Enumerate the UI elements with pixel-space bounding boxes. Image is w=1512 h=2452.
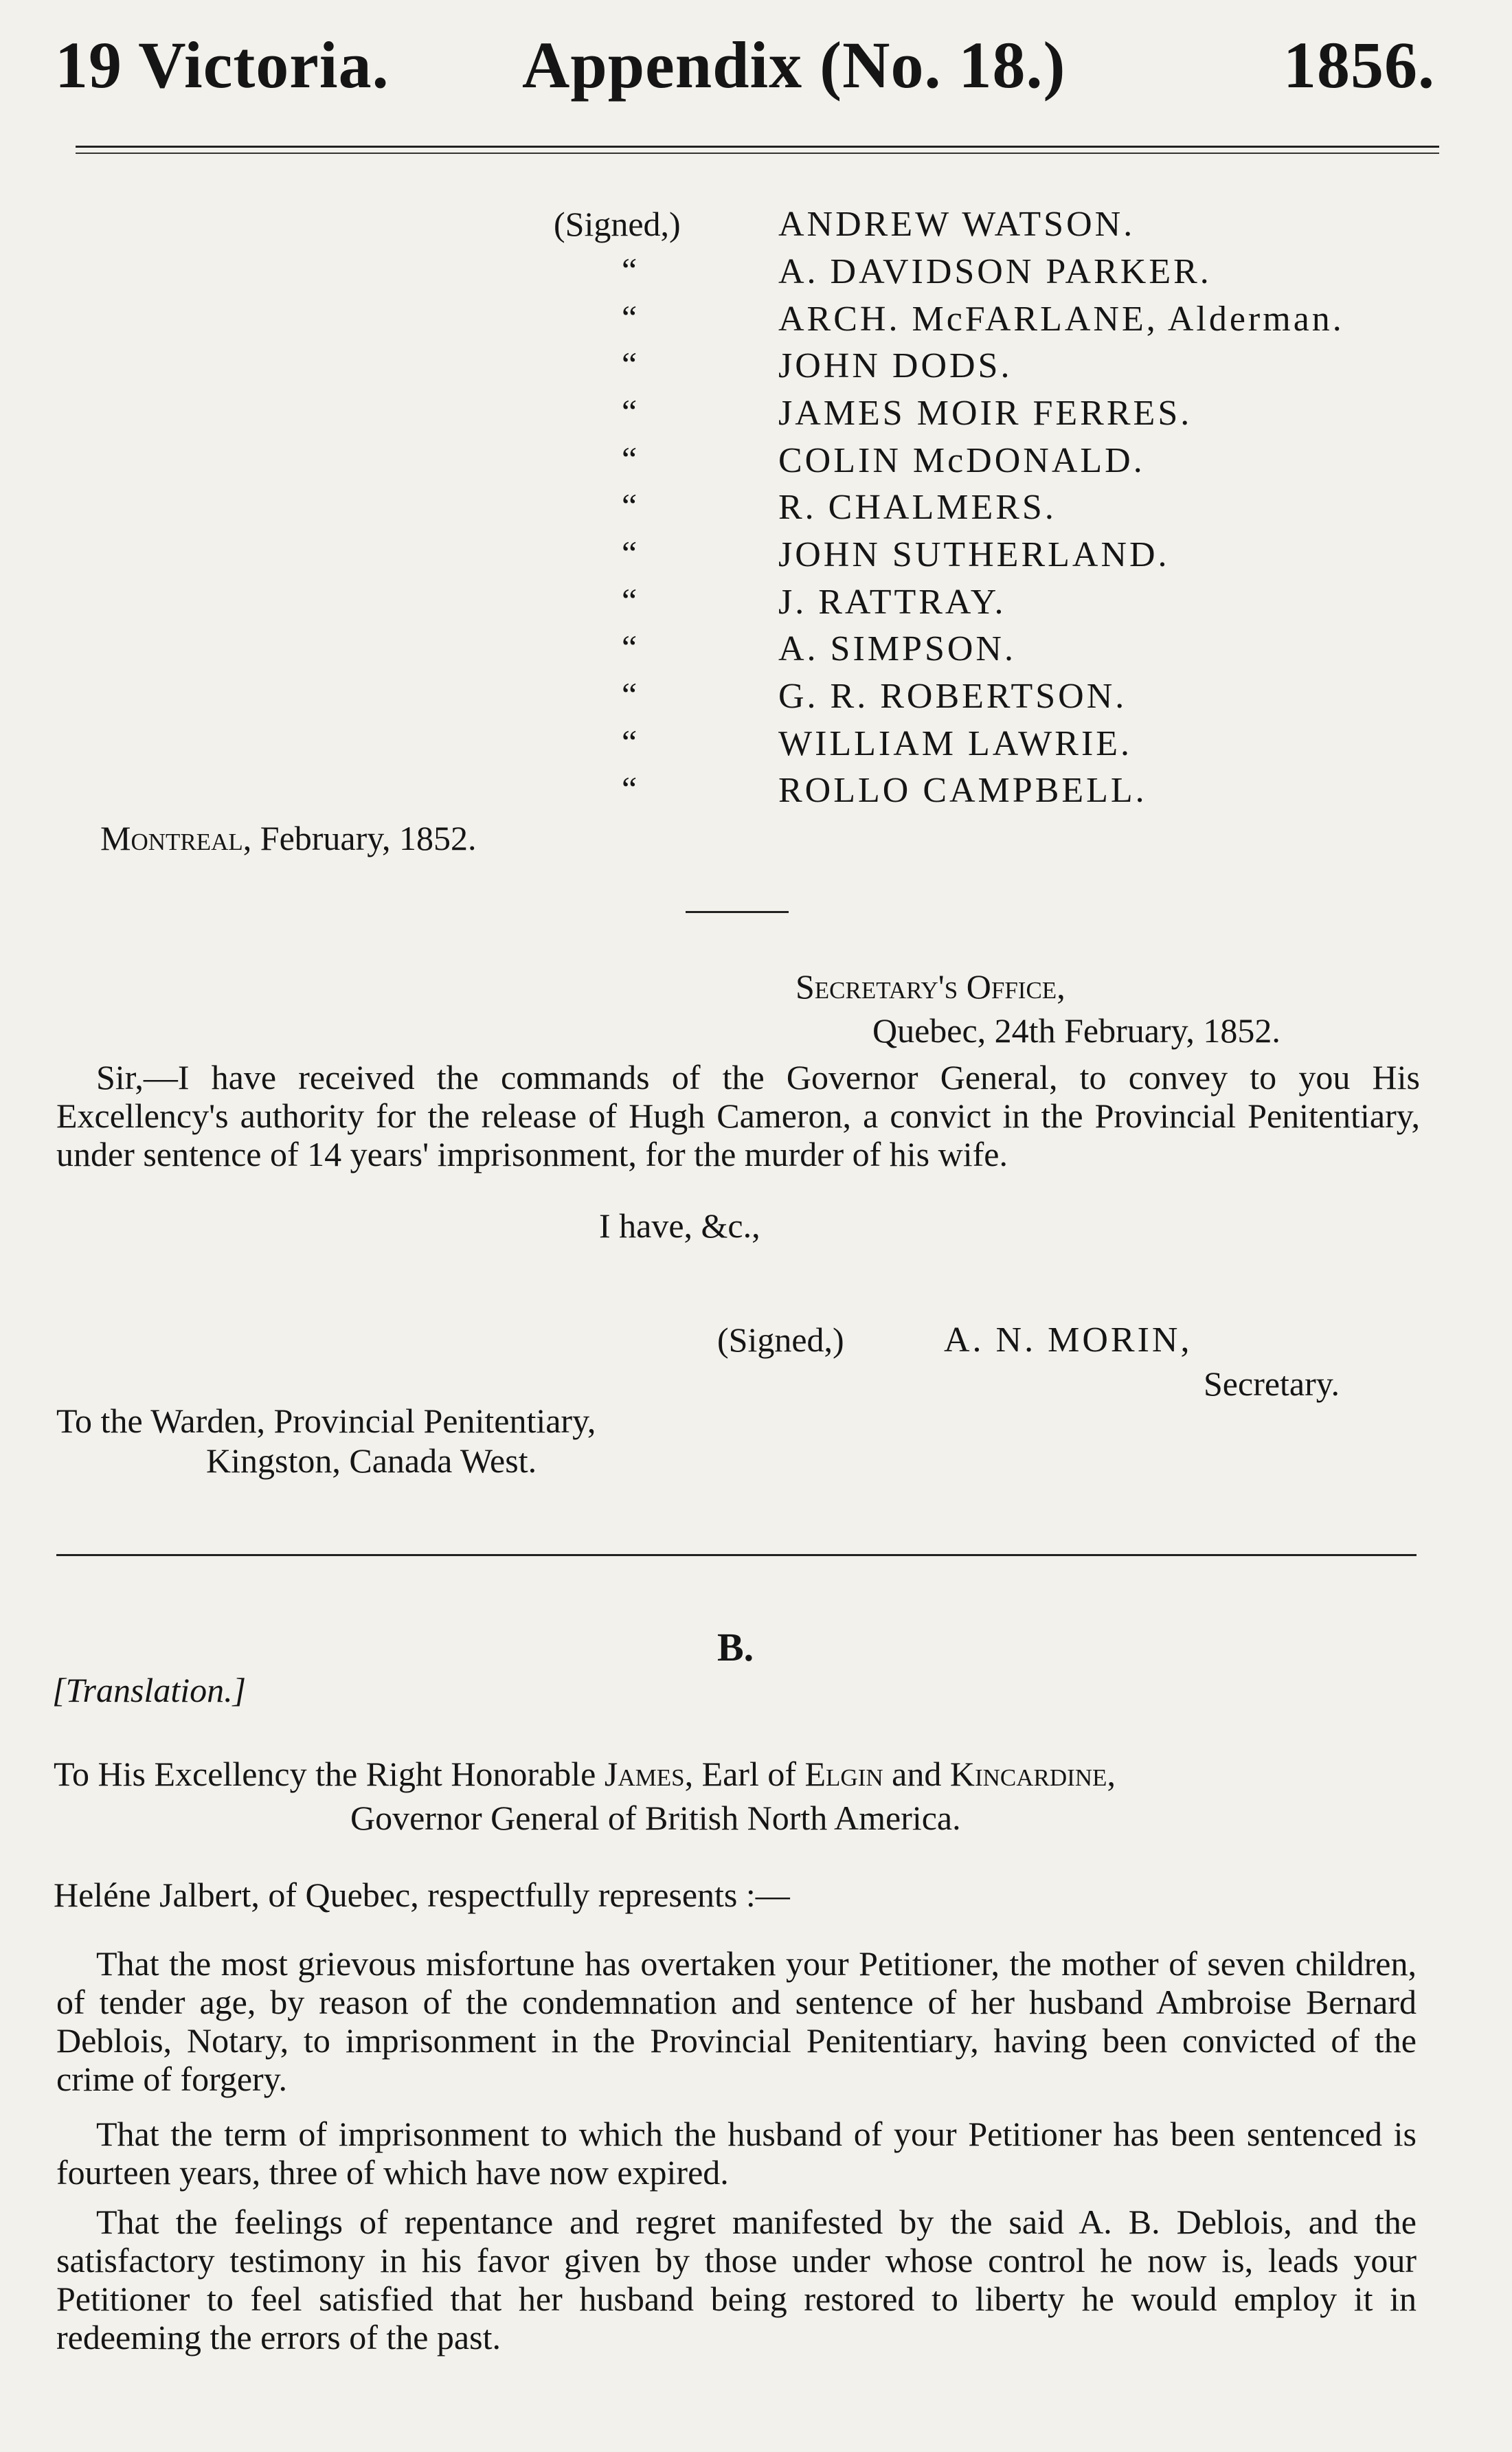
ditto-mark: “ [622, 581, 637, 620]
office-heading: Secretary's Office, [796, 967, 1065, 1006]
signatory-name: WILLIAM LAWRIE. [778, 724, 1133, 763]
header-year: 1856. [1283, 28, 1435, 102]
ditto-mark: “ [622, 298, 637, 337]
translation-note: [Translation.] [52, 1671, 247, 1709]
signatory-name: JOHN DODS. [778, 346, 1013, 385]
letter-closing: I have, &c., [599, 1206, 760, 1245]
section-rule [56, 1554, 1417, 1556]
address-text: To His Excellency the Right Honorable [54, 1755, 605, 1793]
signatory-name: JAMES MOIR FERRES. [778, 394, 1193, 433]
ditto-mark: “ [622, 675, 637, 714]
signatory-name: ANDREW WATSON. [778, 205, 1136, 244]
ditto-mark: “ [622, 440, 637, 478]
ditto-mark: “ [622, 392, 637, 431]
letter-address-line2: Kingston, Canada West. [206, 1441, 537, 1480]
letter-signer: A. N. MORIN, [944, 1320, 1193, 1360]
petition-paragraph: That the feelings of repentance and regret manifested by the said A. B. Deblois, and the satisfactory testimony in his favor given by those under whose control he now is, leads your Petitioner to feel satisfied that her husband being restored to liberty he would employ it in redeeming the errors of the past. [56, 2203, 1417, 2357]
address-text: , Earl of [684, 1755, 805, 1793]
section-letter: B. [717, 1625, 754, 1669]
letter-signed-label: (Signed,) [717, 1320, 844, 1359]
petition-address-line1 [54, 1755, 1116, 1793]
ditto-mark: “ [622, 769, 637, 808]
signatory-name: ROLLO CAMPBELL. [778, 771, 1147, 810]
address-text: , [1107, 1755, 1116, 1793]
signatory-name: A. SIMPSON. [778, 629, 1016, 668]
letter-dateline: Quebec, 24th February, 1852. [872, 1011, 1280, 1050]
header-appendix: Appendix (No. 18.) [522, 28, 1066, 102]
signatory-name: ARCH. McFARLANE, Alderman. [778, 300, 1344, 339]
header-rule-top [76, 146, 1439, 148]
ditto-mark: “ [622, 345, 637, 383]
ditto-mark: “ [622, 628, 637, 666]
signature-date: , February, 1852. [242, 819, 477, 857]
address-name: Elgin [804, 1755, 883, 1793]
ditto-mark: “ [622, 723, 637, 761]
ditto-mark: “ [622, 534, 637, 572]
signatory-name: G. R. ROBERTSON. [778, 677, 1127, 716]
petition-intro: Heléne Jalbert, of Quebec, respectfully represents :— [54, 1876, 790, 1914]
signature-place: Montreal [100, 819, 243, 857]
header-session: 19 Victoria. [55, 28, 390, 102]
address-name: Kincardine [949, 1755, 1107, 1793]
signatory-name: COLIN McDONALD. [778, 441, 1145, 480]
petition-paragraph: That the term of imprisonment to which the husband of your Petitioner has been sentenced is fourteen years, three of which have now expired. [56, 2115, 1417, 2192]
ditto-mark: “ [622, 251, 637, 289]
letter-signer-title: Secretary. [1204, 1364, 1340, 1403]
section-divider [686, 911, 789, 913]
signatory-name: A. DAVIDSON PARKER. [778, 252, 1212, 291]
header-rule-bottom [76, 153, 1439, 154]
signatory-name: R. CHALMERS. [778, 488, 1057, 527]
letter-body: Sir,—I have received the commands of the Governor General, to convey to you His Excellency's authority for the release of Hugh Cameron, a convict in the Provincial Penitentiary, under sentence of 14 years' imprisonment, for the murder of his wife. [56, 1058, 1420, 1173]
signed-label: (Signed,) [554, 205, 681, 243]
petition-paragraph: That the most grievous misfortune has overtaken your Petitioner, the mother of seven children, of tender age, by reason of the condemnation and sentence of her husband Ambroise Bernard Deblois, Notary, to imprisonment in the Provincial Penitentiary, having been convicted of the crime of forgery. [56, 1944, 1417, 2098]
signatory-name: J. RATTRAY. [778, 583, 1006, 622]
signatory-name: JOHN SUTHERLAND. [778, 535, 1170, 574]
letter-address-line1: To the Warden, Provincial Penitentiary, [56, 1402, 596, 1440]
petition-address-line2: Governor General of British North America. [350, 1799, 961, 1837]
address-name: James [604, 1755, 685, 1793]
signature-dateline [100, 819, 477, 857]
ditto-mark: “ [622, 486, 637, 525]
address-text: and [883, 1755, 950, 1793]
